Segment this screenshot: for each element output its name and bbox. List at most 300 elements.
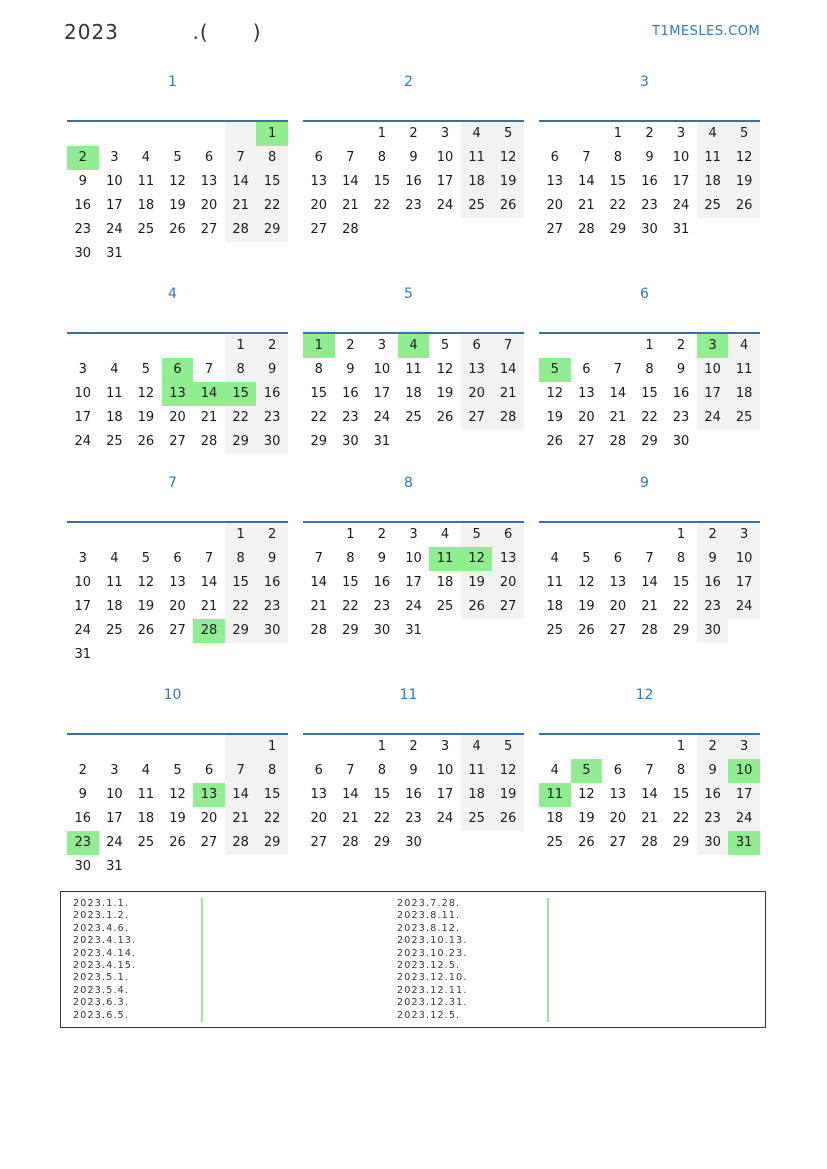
day-cell[interactable]: 15 — [641, 386, 658, 401]
weekend-day-cell[interactable]: 8 — [256, 759, 288, 783]
day-cell[interactable]: 16 — [74, 198, 92, 213]
day-cell[interactable]: 27 — [546, 222, 564, 237]
weekend-day-cell[interactable]: 30 — [697, 619, 729, 643]
weekend-day-cell[interactable]: 14 — [225, 170, 257, 194]
day-cell[interactable]: 6 — [582, 362, 591, 377]
day-cell[interactable]: 26 — [578, 835, 595, 850]
day-cell[interactable]: 15 — [310, 386, 328, 401]
day-cell[interactable]: 25 — [137, 222, 155, 237]
day-cell[interactable]: 12 — [546, 386, 564, 401]
weekend-day-cell[interactable]: 21 — [225, 194, 257, 218]
weekend-day-cell[interactable]: 9 — [697, 759, 729, 783]
day-cell[interactable]: 18 — [106, 410, 123, 425]
day-cell[interactable]: 24 — [436, 811, 454, 826]
day-cell[interactable]: 22 — [373, 811, 391, 826]
day-cell[interactable]: 17 — [74, 599, 92, 614]
weekend-day-cell[interactable]: 17 — [697, 382, 729, 406]
day-cell[interactable]: 20 — [200, 811, 218, 826]
day-cell[interactable]: 3 — [440, 126, 450, 141]
weekend-day-cell[interactable]: 28 — [492, 406, 524, 430]
day-cell[interactable]: 13 — [609, 787, 627, 802]
weekend-day-cell[interactable]: 11 — [461, 146, 493, 170]
day-cell[interactable]: 26 — [578, 623, 595, 638]
day-cell[interactable]: 31 — [672, 222, 690, 237]
day-cell[interactable]: 28 — [200, 434, 218, 449]
day-cell[interactable]: 27 — [169, 623, 186, 638]
day-cell[interactable]: 5 — [141, 362, 151, 377]
day-cell[interactable]: 12 — [578, 575, 595, 590]
weekend-day-cell[interactable]: 10 — [728, 547, 760, 571]
weekend-day-cell[interactable]: 9 — [697, 547, 729, 571]
day-cell[interactable]: 2 — [346, 338, 355, 353]
day-cell[interactable]: 10 — [74, 575, 92, 590]
weekend-day-cell[interactable]: 9 — [256, 358, 288, 382]
day-cell[interactable]: 20 — [609, 811, 627, 826]
day-cell[interactable]: 8 — [676, 763, 686, 778]
day-cell[interactable]: 20 — [310, 811, 328, 826]
day-cell[interactable]: 20 — [578, 410, 595, 425]
day-cell[interactable]: 18 — [436, 575, 454, 590]
day-cell[interactable]: 25 — [106, 434, 123, 449]
day-cell[interactable]: 19 — [169, 811, 186, 826]
day-cell[interactable]: 15 — [672, 787, 690, 802]
holiday-day-cell[interactable]: 2 — [67, 146, 99, 170]
day-cell[interactable]: 18 — [137, 198, 155, 213]
holiday-day-cell[interactable]: 13 — [162, 382, 194, 406]
day-cell[interactable]: 10 — [436, 763, 454, 778]
holiday-day-cell[interactable]: 3 — [697, 334, 729, 358]
weekend-day-cell[interactable]: 25 — [461, 194, 493, 218]
weekend-day-cell[interactable]: 18 — [728, 382, 760, 406]
day-cell[interactable]: 3 — [110, 763, 119, 778]
day-cell[interactable]: 12 — [137, 575, 155, 590]
weekend-day-cell[interactable]: 17 — [728, 571, 760, 595]
day-cell[interactable]: 8 — [676, 551, 686, 566]
day-cell[interactable]: 8 — [314, 362, 323, 377]
day-cell[interactable]: 26 — [137, 434, 155, 449]
day-cell[interactable]: 10 — [436, 150, 454, 165]
weekend-day-cell[interactable]: 11 — [697, 146, 729, 170]
day-cell[interactable]: 26 — [169, 222, 186, 237]
weekend-day-cell[interactable]: 22 — [256, 194, 288, 218]
day-cell[interactable]: 20 — [310, 198, 328, 213]
day-cell[interactable]: 2 — [409, 126, 418, 141]
weekend-day-cell[interactable]: 12 — [492, 146, 524, 170]
day-cell[interactable]: 1 — [377, 126, 387, 141]
day-cell[interactable]: 20 — [609, 599, 627, 614]
day-cell[interactable]: 4 — [440, 527, 450, 542]
day-cell[interactable]: 14 — [200, 575, 218, 590]
day-cell[interactable]: 11 — [106, 575, 123, 590]
weekend-day-cell[interactable]: 22 — [225, 406, 257, 430]
holiday-day-cell[interactable]: 1 — [303, 334, 335, 358]
day-cell[interactable]: 23 — [672, 410, 690, 425]
day-cell[interactable]: 7 — [346, 763, 355, 778]
weekend-day-cell[interactable]: 30 — [256, 430, 288, 454]
day-cell[interactable]: 13 — [200, 174, 218, 189]
day-cell[interactable]: 15 — [342, 575, 359, 590]
holiday-day-cell[interactable]: 11 — [539, 783, 571, 807]
day-cell[interactable]: 29 — [342, 623, 359, 638]
day-cell[interactable]: 26 — [436, 410, 454, 425]
weekend-day-cell[interactable]: 3 — [728, 523, 760, 547]
weekend-day-cell[interactable]: 8 — [225, 547, 257, 571]
weekend-day-cell[interactable]: 25 — [728, 406, 760, 430]
day-cell[interactable]: 30 — [74, 246, 92, 261]
day-cell[interactable]: 8 — [645, 362, 654, 377]
day-cell[interactable]: 28 — [578, 222, 595, 237]
weekend-day-cell[interactable]: 16 — [697, 571, 729, 595]
weekend-day-cell[interactable]: 24 — [697, 406, 729, 430]
day-cell[interactable]: 9 — [78, 787, 87, 802]
weekend-day-cell[interactable]: 23 — [256, 595, 288, 619]
day-cell[interactable]: 28 — [342, 222, 359, 237]
day-cell[interactable]: 21 — [641, 599, 658, 614]
holiday-day-cell[interactable]: 12 — [461, 547, 493, 571]
day-cell[interactable]: 17 — [106, 811, 123, 826]
day-cell[interactable]: 22 — [609, 198, 627, 213]
day-cell[interactable]: 31 — [373, 434, 391, 449]
holiday-day-cell[interactable]: 11 — [429, 547, 461, 571]
day-cell[interactable]: 30 — [641, 222, 658, 237]
day-cell[interactable]: 18 — [546, 811, 564, 826]
day-cell[interactable]: 7 — [645, 763, 654, 778]
day-cell[interactable]: 13 — [310, 174, 328, 189]
day-cell[interactable]: 21 — [200, 599, 218, 614]
day-cell[interactable]: 31 — [106, 859, 123, 874]
weekend-day-cell[interactable]: 5 — [728, 122, 760, 146]
holiday-day-cell[interactable]: 13 — [193, 783, 225, 807]
day-cell[interactable]: 9 — [78, 174, 87, 189]
day-cell[interactable]: 22 — [373, 198, 391, 213]
day-cell[interactable]: 16 — [405, 174, 422, 189]
day-cell[interactable]: 15 — [373, 174, 391, 189]
day-cell[interactable]: 16 — [74, 811, 92, 826]
day-cell[interactable]: 20 — [200, 198, 218, 213]
day-cell[interactable]: 12 — [137, 386, 155, 401]
day-cell[interactable]: 4 — [550, 763, 559, 778]
weekend-day-cell[interactable]: 21 — [225, 807, 257, 831]
day-cell[interactable]: 23 — [641, 198, 658, 213]
weekend-day-cell[interactable]: 7 — [225, 146, 257, 170]
day-cell[interactable]: 15 — [609, 174, 627, 189]
day-cell[interactable]: 4 — [110, 551, 119, 566]
day-cell[interactable]: 29 — [641, 434, 658, 449]
day-cell[interactable]: 27 — [609, 835, 627, 850]
day-cell[interactable]: 28 — [641, 623, 658, 638]
day-cell[interactable]: 13 — [169, 575, 186, 590]
day-cell[interactable]: 3 — [440, 739, 450, 754]
day-cell[interactable]: 28 — [342, 835, 359, 850]
day-cell[interactable]: 19 — [137, 599, 155, 614]
day-cell[interactable]: 30 — [373, 623, 391, 638]
day-cell[interactable]: 30 — [672, 434, 690, 449]
weekend-day-cell[interactable]: 3 — [728, 735, 760, 759]
day-cell[interactable]: 10 — [106, 787, 123, 802]
day-cell[interactable]: 10 — [373, 362, 391, 377]
day-cell[interactable]: 6 — [173, 551, 182, 566]
holiday-day-cell[interactable]: 5 — [571, 759, 603, 783]
day-cell[interactable]: 7 — [613, 362, 623, 377]
weekend-day-cell[interactable]: 1 — [256, 735, 288, 759]
day-cell[interactable]: 14 — [641, 575, 658, 590]
weekend-day-cell[interactable]: 19 — [728, 170, 760, 194]
day-cell[interactable]: 7 — [346, 150, 355, 165]
day-cell[interactable]: 1 — [377, 739, 387, 754]
day-cell[interactable]: 14 — [342, 174, 359, 189]
weekend-day-cell[interactable]: 26 — [492, 807, 524, 831]
day-cell[interactable]: 6 — [550, 150, 559, 165]
day-cell[interactable]: 16 — [672, 386, 690, 401]
day-cell[interactable]: 9 — [346, 362, 355, 377]
weekend-day-cell[interactable]: 18 — [461, 783, 493, 807]
weekend-day-cell[interactable]: 7 — [225, 759, 257, 783]
day-cell[interactable]: 17 — [74, 410, 92, 425]
day-cell[interactable]: 16 — [405, 787, 422, 802]
day-cell[interactable]: 5 — [173, 763, 182, 778]
day-cell[interactable]: 7 — [204, 551, 214, 566]
weekend-day-cell[interactable]: 18 — [697, 170, 729, 194]
day-cell[interactable]: 14 — [609, 386, 627, 401]
weekend-day-cell[interactable]: 15 — [225, 571, 257, 595]
day-cell[interactable]: 23 — [74, 222, 92, 237]
holiday-day-cell[interactable]: 4 — [398, 334, 430, 358]
weekend-day-cell[interactable]: 16 — [256, 382, 288, 406]
holiday-day-cell[interactable]: 15 — [225, 382, 257, 406]
day-cell[interactable]: 24 — [672, 198, 690, 213]
weekend-day-cell[interactable]: 19 — [492, 170, 524, 194]
weekend-day-cell[interactable]: 2 — [256, 334, 288, 358]
day-cell[interactable]: 3 — [377, 338, 387, 353]
day-cell[interactable]: 23 — [405, 198, 422, 213]
day-cell[interactable]: 9 — [377, 551, 387, 566]
day-cell[interactable]: 21 — [310, 599, 328, 614]
day-cell[interactable]: 6 — [314, 150, 323, 165]
day-cell[interactable]: 20 — [169, 410, 186, 425]
day-cell[interactable]: 2 — [645, 126, 654, 141]
weekend-day-cell[interactable]: 27 — [461, 406, 493, 430]
weekend-day-cell[interactable]: 28 — [225, 218, 257, 242]
weekend-day-cell[interactable]: 5 — [461, 523, 493, 547]
day-cell[interactable]: 21 — [609, 410, 627, 425]
day-cell[interactable]: 13 — [578, 386, 595, 401]
day-cell[interactable]: 23 — [342, 410, 359, 425]
weekend-day-cell[interactable]: 22 — [256, 807, 288, 831]
day-cell[interactable]: 2 — [676, 338, 686, 353]
day-cell[interactable]: 11 — [137, 787, 155, 802]
day-cell[interactable]: 31 — [106, 246, 123, 261]
holiday-day-cell[interactable]: 10 — [728, 759, 760, 783]
weekend-day-cell[interactable]: 18 — [461, 170, 493, 194]
day-cell[interactable]: 4 — [550, 551, 559, 566]
day-cell[interactable]: 11 — [405, 362, 422, 377]
day-cell[interactable]: 10 — [106, 174, 123, 189]
day-cell[interactable]: 25 — [137, 835, 155, 850]
holiday-day-cell[interactable]: 14 — [193, 382, 225, 406]
day-cell[interactable]: 6 — [204, 150, 214, 165]
day-cell[interactable]: 9 — [409, 150, 418, 165]
day-cell[interactable]: 10 — [405, 551, 422, 566]
weekend-day-cell[interactable]: 5 — [492, 735, 524, 759]
day-cell[interactable]: 9 — [645, 150, 654, 165]
weekend-day-cell[interactable]: 19 — [461, 571, 493, 595]
weekend-day-cell[interactable]: 2 — [697, 735, 729, 759]
day-cell[interactable]: 4 — [141, 763, 151, 778]
weekend-day-cell[interactable]: 8 — [256, 146, 288, 170]
weekend-day-cell[interactable]: 25 — [461, 807, 493, 831]
day-cell[interactable]: 22 — [310, 410, 328, 425]
day-cell[interactable]: 25 — [106, 623, 123, 638]
day-cell[interactable]: 19 — [578, 811, 595, 826]
day-cell[interactable]: 12 — [169, 787, 186, 802]
weekend-day-cell[interactable]: 11 — [728, 358, 760, 382]
day-cell[interactable]: 29 — [672, 623, 690, 638]
day-cell[interactable]: 8 — [613, 150, 623, 165]
day-cell[interactable]: 23 — [373, 599, 391, 614]
day-cell[interactable]: 24 — [405, 599, 422, 614]
weekend-day-cell[interactable]: 24 — [728, 595, 760, 619]
weekend-day-cell[interactable]: 4 — [461, 122, 493, 146]
day-cell[interactable]: 23 — [405, 811, 422, 826]
day-cell[interactable]: 17 — [436, 174, 454, 189]
weekend-day-cell[interactable]: 28 — [225, 831, 257, 855]
day-cell[interactable]: 12 — [169, 174, 186, 189]
weekend-day-cell[interactable]: 21 — [492, 382, 524, 406]
day-cell[interactable]: 25 — [436, 599, 454, 614]
day-cell[interactable]: 26 — [169, 835, 186, 850]
weekend-day-cell[interactable]: 11 — [461, 759, 493, 783]
day-cell[interactable]: 21 — [342, 198, 359, 213]
day-cell[interactable]: 8 — [377, 150, 387, 165]
weekend-day-cell[interactable]: 13 — [492, 547, 524, 571]
day-cell[interactable]: 27 — [578, 434, 595, 449]
day-cell[interactable]: 20 — [546, 198, 564, 213]
weekend-day-cell[interactable]: 20 — [492, 571, 524, 595]
day-cell[interactable]: 21 — [578, 198, 595, 213]
weekend-day-cell[interactable]: 29 — [225, 619, 257, 643]
day-cell[interactable]: 27 — [310, 222, 328, 237]
day-cell[interactable]: 19 — [137, 410, 155, 425]
day-cell[interactable]: 30 — [342, 434, 359, 449]
day-cell[interactable]: 9 — [409, 763, 418, 778]
weekend-day-cell[interactable]: 16 — [697, 783, 729, 807]
day-cell[interactable]: 3 — [78, 551, 87, 566]
day-cell[interactable]: 18 — [546, 599, 564, 614]
day-cell[interactable]: 17 — [106, 198, 123, 213]
day-cell[interactable]: 27 — [200, 222, 218, 237]
holiday-day-cell[interactable]: 6 — [162, 358, 194, 382]
day-cell[interactable]: 6 — [613, 551, 623, 566]
day-cell[interactable]: 30 — [74, 859, 92, 874]
weekend-day-cell[interactable]: 15 — [256, 170, 288, 194]
day-cell[interactable]: 19 — [169, 198, 186, 213]
weekend-day-cell[interactable]: 26 — [461, 595, 493, 619]
day-cell[interactable]: 6 — [204, 763, 214, 778]
weekend-day-cell[interactable]: 7 — [492, 334, 524, 358]
weekend-day-cell[interactable]: 4 — [697, 122, 729, 146]
weekend-day-cell[interactable]: 23 — [697, 595, 729, 619]
day-cell[interactable]: 14 — [342, 787, 359, 802]
day-cell[interactable]: 22 — [641, 410, 658, 425]
day-cell[interactable]: 13 — [310, 787, 328, 802]
weekend-day-cell[interactable]: 8 — [225, 358, 257, 382]
day-cell[interactable]: 16 — [342, 386, 359, 401]
day-cell[interactable]: 2 — [78, 763, 87, 778]
day-cell[interactable]: 6 — [613, 763, 623, 778]
day-cell[interactable]: 21 — [200, 410, 218, 425]
weekend-day-cell[interactable]: 29 — [256, 831, 288, 855]
weekend-day-cell[interactable]: 6 — [461, 334, 493, 358]
day-cell[interactable]: 26 — [546, 434, 564, 449]
brand-logo-text[interactable]: T1MESLES.COM — [652, 24, 761, 39]
day-cell[interactable]: 25 — [546, 835, 564, 850]
day-cell[interactable]: 28 — [641, 835, 658, 850]
weekend-day-cell[interactable]: 6 — [492, 523, 524, 547]
day-cell[interactable]: 14 — [641, 787, 658, 802]
day-cell[interactable]: 3 — [78, 362, 87, 377]
weekend-day-cell[interactable]: 2 — [256, 523, 288, 547]
weekend-day-cell[interactable]: 1 — [225, 334, 257, 358]
day-cell[interactable]: 24 — [373, 410, 391, 425]
day-cell[interactable]: 14 — [310, 575, 328, 590]
day-cell[interactable]: 3 — [676, 126, 686, 141]
day-cell[interactable]: 28 — [609, 434, 627, 449]
weekend-day-cell[interactable]: 29 — [225, 430, 257, 454]
weekend-day-cell[interactable]: 24 — [728, 807, 760, 831]
weekend-day-cell[interactable]: 26 — [492, 194, 524, 218]
day-cell[interactable]: 12 — [578, 787, 595, 802]
weekend-day-cell[interactable]: 14 — [225, 783, 257, 807]
day-cell[interactable]: 8 — [377, 763, 387, 778]
day-cell[interactable]: 5 — [440, 338, 450, 353]
weekend-day-cell[interactable]: 9 — [256, 547, 288, 571]
day-cell[interactable]: 29 — [373, 835, 391, 850]
day-cell[interactable]: 25 — [405, 410, 422, 425]
weekend-day-cell[interactable]: 5 — [492, 122, 524, 146]
day-cell[interactable]: 3 — [409, 527, 418, 542]
day-cell[interactable]: 16 — [373, 575, 391, 590]
holiday-day-cell[interactable]: 31 — [728, 831, 760, 855]
day-cell[interactable]: 5 — [582, 551, 591, 566]
day-cell[interactable]: 31 — [74, 647, 92, 662]
day-cell[interactable]: 17 — [436, 787, 454, 802]
day-cell[interactable]: 18 — [106, 599, 123, 614]
day-cell[interactable]: 12 — [436, 362, 454, 377]
weekend-day-cell[interactable]: 23 — [256, 406, 288, 430]
day-cell[interactable]: 28 — [310, 623, 328, 638]
day-cell[interactable]: 10 — [672, 150, 690, 165]
day-cell[interactable]: 9 — [676, 362, 686, 377]
day-cell[interactable]: 7 — [582, 150, 591, 165]
day-cell[interactable]: 1 — [346, 527, 355, 542]
weekend-day-cell[interactable]: 12 — [492, 759, 524, 783]
weekend-day-cell[interactable]: 4 — [728, 334, 760, 358]
weekend-day-cell[interactable]: 13 — [461, 358, 493, 382]
day-cell[interactable]: 3 — [110, 150, 119, 165]
weekend-day-cell[interactable]: 16 — [256, 571, 288, 595]
day-cell[interactable]: 21 — [342, 811, 359, 826]
day-cell[interactable]: 4 — [141, 150, 151, 165]
day-cell[interactable]: 6 — [314, 763, 323, 778]
weekend-day-cell[interactable]: 15 — [256, 783, 288, 807]
day-cell[interactable]: 17 — [672, 174, 690, 189]
day-cell[interactable]: 24 — [74, 623, 92, 638]
day-cell[interactable]: 2 — [409, 739, 418, 754]
weekend-day-cell[interactable]: 30 — [256, 619, 288, 643]
weekend-day-cell[interactable]: 1 — [225, 523, 257, 547]
weekend-day-cell[interactable]: 10 — [697, 358, 729, 382]
weekend-day-cell[interactable]: 26 — [728, 194, 760, 218]
